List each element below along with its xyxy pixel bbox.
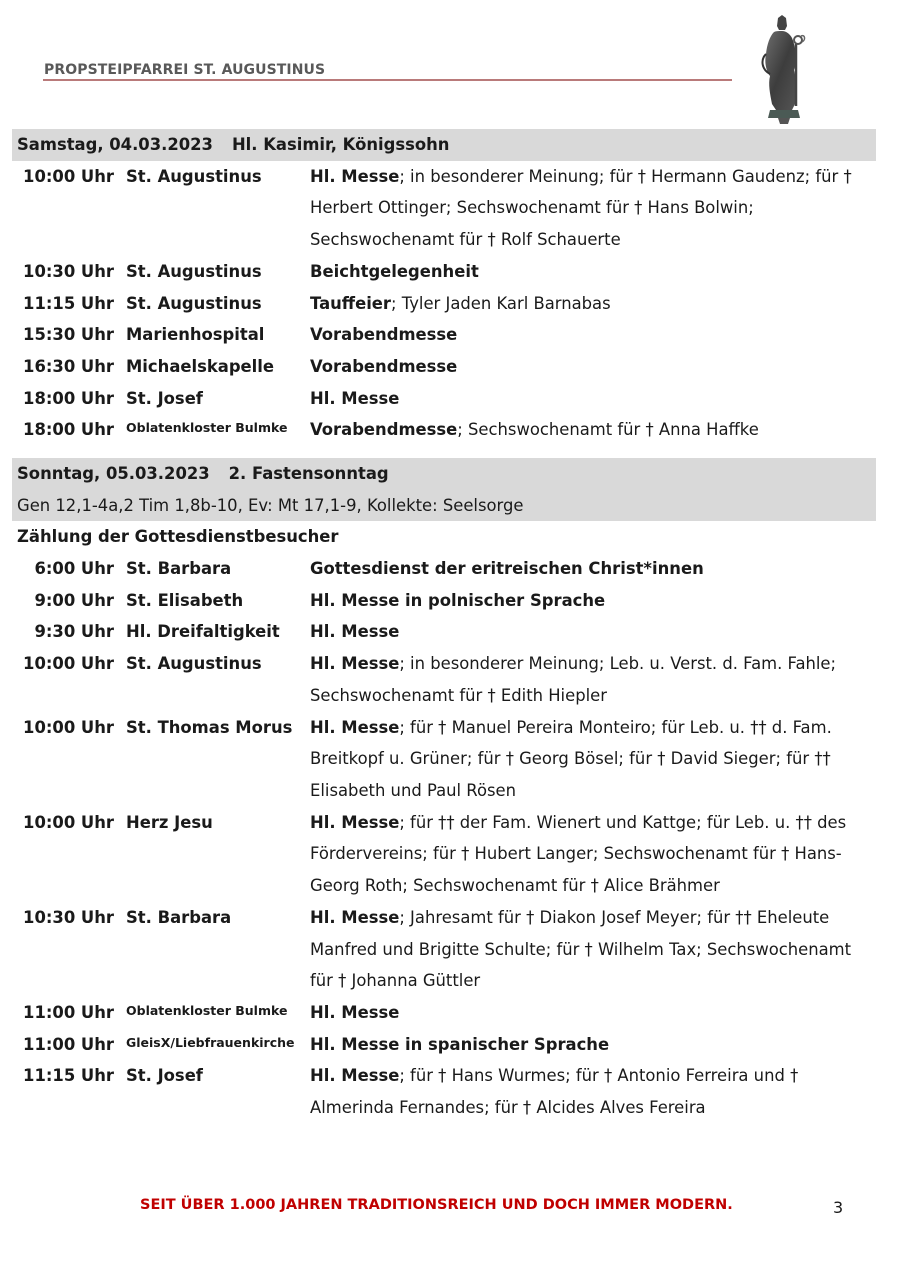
service-description — [310, 288, 876, 320]
page-number: 3 — [833, 1198, 844, 1217]
service-description — [310, 616, 876, 648]
service-time: 9:30 Uhr — [34, 622, 114, 642]
service-details: ; Tyler Jaden Karl Barnabas — [391, 293, 611, 313]
service-description — [310, 648, 876, 711]
service-description — [310, 712, 876, 807]
service-row — [12, 351, 876, 383]
service-location: Michaelskapelle — [126, 356, 275, 376]
service-title: Hl. Messe — [310, 907, 400, 927]
footer-slogan: SEIT ÜBER 1.000 JAHREN TRADITIONSREICH UND DOCH IMMER MODERN. — [140, 1197, 733, 1213]
service-title: Hl. Messe — [310, 622, 400, 642]
service-time: 15:30 Uhr — [23, 325, 114, 345]
service-description — [310, 1060, 876, 1123]
service-title: Hl. Messe — [310, 166, 400, 186]
day-date: Samstag, 04.03.2023 — [17, 135, 213, 154]
service-title: Hl. Messe — [310, 388, 400, 408]
service-time: 18:00 Uhr — [23, 388, 114, 408]
day-services — [12, 553, 876, 1124]
service-title: Hl. Messe — [310, 1066, 400, 1086]
day-note: Zählung der Gottesdienstbesucher — [17, 527, 339, 547]
service-row — [12, 616, 876, 648]
service-title: Hl. Messe — [310, 717, 400, 737]
service-schedule — [12, 129, 876, 1124]
service-row — [12, 997, 876, 1029]
service-location: St. Augustinus — [126, 654, 262, 674]
day-banner — [12, 129, 876, 161]
service-location: Herz Jesu — [126, 812, 213, 832]
service-description — [310, 553, 876, 585]
service-location: St. Josef — [126, 1066, 203, 1086]
service-details: ; in besonderer Meinung; für † Hermann Gaudenz; für † Herbert Ottinger; Sechswochenamt für † Hans Bolwin; Sechswochenamt für † Rolf Schauerte — [310, 166, 852, 250]
service-location: Oblatenkloster Bulmke — [126, 420, 288, 436]
service-location: St. Augustinus — [126, 166, 262, 186]
service-title: Hl. Messe in polnischer Sprache — [310, 590, 606, 610]
service-time: 11:15 Uhr — [23, 1066, 114, 1086]
service-description — [310, 319, 876, 351]
service-description — [310, 807, 876, 902]
parish-title: PROPSTEIPFARREI ST. AUGUSTINUS — [44, 62, 326, 78]
saint-augustine-statue-icon — [752, 14, 816, 126]
service-location: St. Barbara — [126, 907, 232, 927]
service-location: Oblatenkloster Bulmke — [126, 1002, 288, 1018]
service-row — [12, 712, 876, 807]
service-time: 10:00 Uhr — [23, 717, 114, 737]
service-details: ; in besonderer Meinung; Leb. u. Verst. d. Fam. Fahle; Sechswochenamt für † Edith Hiepler — [310, 654, 837, 705]
service-time: 9:00 Uhr — [34, 590, 114, 610]
day-occasion: 2. Fastensonntag — [228, 464, 389, 484]
service-row — [12, 1060, 876, 1123]
day-banner — [12, 458, 876, 490]
service-details: ; für †† der Fam. Wienert und Kattge; für Leb. u. †† des Fördervereins; für † Hubert Langer; Sechswochenamt für † Hans-Georg Roth; Sechswochenamt für † Alice Brähmer — [310, 812, 847, 896]
service-time: 18:00 Uhr — [23, 420, 114, 440]
service-location: St. Josef — [126, 388, 203, 408]
service-details: ; Jahresamt für † Diakon Josef Meyer; für †† Eheleute Manfred und Brigitte Schulte; für † Wilhelm Tax; Sechswochenamt für † Johanna Güttler — [310, 907, 852, 991]
service-title: Hl. Messe — [310, 1002, 400, 1022]
service-description — [310, 1029, 876, 1061]
service-row — [12, 585, 876, 617]
service-row — [12, 256, 876, 288]
service-location: Marienhospital — [126, 325, 265, 345]
service-description — [310, 414, 876, 446]
service-details: ; Sechswochenamt für † Anna Haffke — [457, 420, 759, 440]
service-row — [12, 902, 876, 997]
service-location: GleisX/Liebfrauenkirche — [126, 1034, 295, 1050]
service-title: Tauffeier — [310, 293, 392, 313]
service-title: Gottesdienst der eritreischen Christ*innen — [310, 559, 704, 579]
service-location: St. Barbara — [126, 559, 232, 579]
service-time: 11:00 Uhr — [23, 1002, 114, 1022]
service-title: Vorabendmesse — [310, 356, 458, 376]
service-row — [12, 383, 876, 415]
service-description — [310, 585, 876, 617]
service-time: 10:00 Uhr — [23, 654, 114, 674]
service-title: Hl. Messe in spanischer Sprache — [310, 1034, 610, 1054]
service-time: 16:30 Uhr — [23, 356, 114, 376]
service-row — [12, 807, 876, 902]
service-location: St. Elisabeth — [126, 590, 244, 610]
service-details: ; für † Manuel Pereira Monteiro; für Leb. u. †† d. Fam. Breitkopf u. Grüner; für † Georg Bösel; für † David Sieger; für †† Elisabeth und Paul Rösen — [310, 717, 832, 800]
service-description — [310, 997, 876, 1029]
service-title: Vorabendmesse — [310, 325, 458, 345]
service-time: 6:00 Uhr — [34, 559, 114, 579]
service-row — [12, 319, 876, 351]
service-row — [12, 648, 876, 711]
service-location: St. Thomas Morus — [126, 717, 293, 737]
service-time: 10:00 Uhr — [23, 812, 114, 832]
service-description — [310, 256, 876, 288]
service-description — [310, 902, 876, 997]
day-occasion: Hl. Kasimir, Königssohn — [231, 135, 450, 154]
service-description — [310, 161, 876, 256]
service-location: Hl. Dreifaltigkeit — [126, 622, 280, 642]
service-time: 10:30 Uhr — [23, 261, 114, 281]
service-title: Beichtgelegenheit — [310, 261, 479, 281]
service-row — [12, 1029, 876, 1061]
service-row — [12, 414, 876, 446]
service-description — [310, 351, 876, 383]
service-time: 11:15 Uhr — [23, 293, 114, 313]
service-title: Vorabendmesse — [310, 420, 458, 440]
service-time: 10:00 Uhr — [23, 166, 114, 186]
day-readings: Gen 12,1-4a,2 Tim 1,8b-10, Ev: Mt 17,1-9, Kollekte: Seelsorge — [12, 490, 876, 522]
header-divider — [43, 79, 732, 81]
day-date: Sonntag, 05.03.2023 — [17, 464, 210, 484]
service-details: ; für † Hans Wurmes; für † Antonio Ferreira und † Almerinda Fernandes; für † Alcides Alves Fereira — [310, 1066, 799, 1118]
service-time: 11:00 Uhr — [23, 1034, 114, 1054]
service-row — [12, 553, 876, 585]
service-title: Hl. Messe — [310, 812, 400, 832]
service-location: St. Augustinus — [126, 293, 262, 313]
service-location: St. Augustinus — [126, 261, 262, 281]
service-row — [12, 288, 876, 320]
service-description — [310, 383, 876, 415]
service-title: Hl. Messe — [310, 654, 400, 674]
service-row — [12, 161, 876, 256]
service-time: 10:30 Uhr — [23, 907, 114, 927]
day-services — [12, 161, 876, 446]
